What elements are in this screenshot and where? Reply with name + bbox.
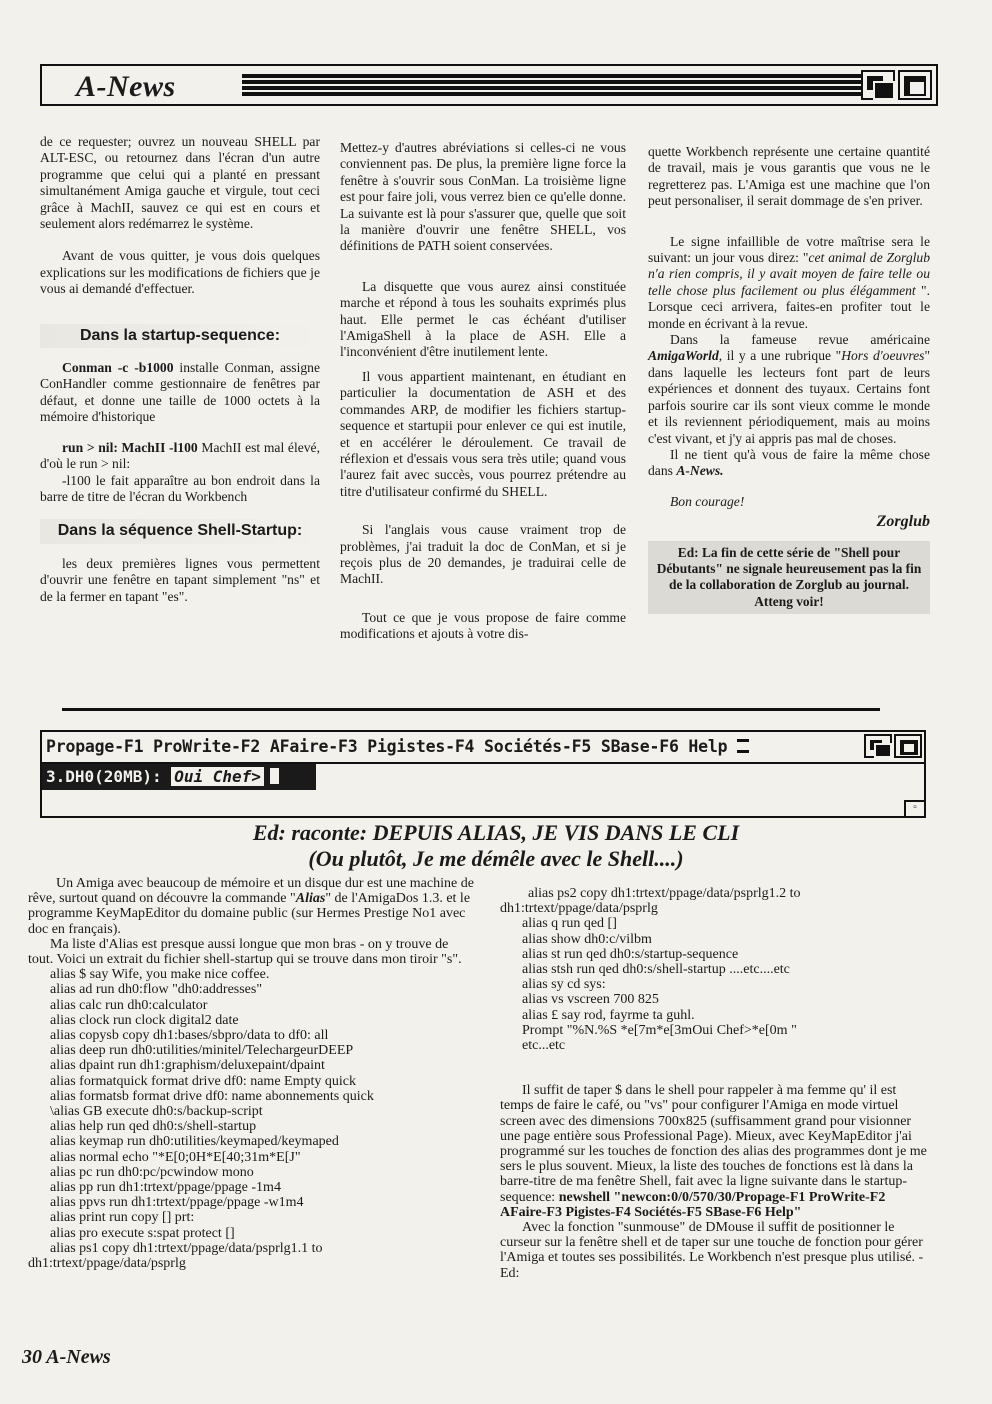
paragraph: de ce requester; ouvrez un nouveau SHELL par ALT-ESC, ou retournez dans l'écran d'un autre programme que celui qui a planté en pressant simultanément Amiga gauche et virgule, tout ceci grâce à MachII, sauvez ce qui est en cours et seulement alors redémarrez le système. (40, 134, 320, 232)
closing-line: Bon courage! (670, 493, 745, 509)
alias-line: alias show dh0:c/vilbm (522, 931, 652, 947)
paragraph: Si l'anglais vous cause vraiment trop de problèmes, j'ai traduit la doc de ConMan, et si je reçois plus de 20 demandes, je traduirai celle de MachII. (340, 522, 626, 587)
paragraph: -l100 le fait apparaître au bon endroit dans la barre de titre de l'écran du Workbench (40, 472, 320, 504)
alias-line: alias ad run dh0:flow "dh0:addresses" (50, 982, 263, 998)
magazine-title: A-News (76, 70, 176, 103)
alias-line: alias calc run dh0:calculator (50, 997, 208, 1013)
paragraph: Dans la fameuse revue américaine AmigaWorld, il y a une rubrique "Hors d'oeuvres" dans laquelle les lecteurs font part de leurs expériences et donnent des tuyaux. Certains font parfois sourire car ils sont vieux comme le monde et ils reviennent périodiquement, mais au moins c'est vivant, et j'y ai appris pas mal de choses. (648, 332, 930, 446)
drag-bar-icon (737, 739, 749, 753)
article-right-column (500, 886, 930, 1281)
resize-gadget-icon: ▫ (904, 800, 924, 816)
shell-title-bar (42, 732, 924, 764)
masthead-rules (242, 74, 870, 98)
masthead (40, 64, 938, 106)
alias-line: alias q run qed [] (522, 916, 617, 932)
article-title-line-1: Ed: raconte: DEPUIS ALIAS, JE VIS DANS LE CLI (252, 820, 740, 845)
alias-line: alias pro execute s:spat protect [] (50, 1225, 235, 1241)
shell-prompt-line (42, 764, 316, 790)
paragraph: Ma liste d'Alias est presque aussi longue que mon bras - on y trouve de tout. Voici un extrait du fichier shell-startup qui se trouve dans mon tiroir "s". (28, 936, 462, 968)
alias-line: etc...etc (522, 1038, 566, 1054)
alias-line: alias ps1 copy dh1:trtext/ppage/data/psprlg1.1 to (50, 1240, 323, 1256)
alias-line: alias stsh run qed dh0:s/shell-startup ....etc....etc (522, 962, 790, 978)
depth-front-icon (898, 70, 932, 100)
paragraph: les deux premières lignes vous permettent d'ouvrir une fenêtre en tapant simplement "ns" et de la fermer en tapant "es". (40, 555, 320, 604)
alias-line: alias £ say rod, fayrme ta guhl. (522, 1007, 695, 1023)
depth-back-icon (864, 734, 892, 758)
alias-line: alias $ say Wife, you make nice coffee. (50, 967, 270, 983)
alias-line: alias pc run dh0:pc/pcwindow mono (50, 1164, 254, 1180)
paragraph: Tout ce que je vous propose de faire comme modifications et ajouts à votre dis- (340, 609, 626, 642)
alias-line: alias ppvs run dh1:trtext/ppage/ppage -w1m4 (50, 1195, 304, 1211)
paragraph: Conman -c -b1000 installe Conman, assigne ConHandler comme gestionnaire de fenêtres par défaut, et donne une taille de 1000 octets à la mémoire d'historique (40, 360, 320, 425)
paragraph: La disquette que vous aurez ainsi constituée marche et répond à tous les souhaits exprimés plus haut. Elle permet le cas échéant d'utiliser l'AmigaShell à la place de ASH. Elle a l'inconvénient d'être inutilement lente. (340, 278, 626, 360)
alias-line: alias print run copy [] prt: (50, 1210, 195, 1226)
alias-line: alias deep run dh0:utilities/minitel/TelechargeurDEEP (50, 1043, 354, 1059)
alias-line: alias formatquick format drive df0: name Empty quick (50, 1073, 356, 1089)
alias-line: alias vs vscreen 700 825 (522, 992, 659, 1008)
shell-prompt-text: Oui Chef> (171, 767, 264, 786)
paragraph: Avec la fonction "sunmouse" de DMouse il suffit de positionner le curseur sur la fenêtre shell et de taper sur une touche de fonction pour gérer l'Amiga et toutes ses possibilités. Le Workbench n'est presque plus utilisé. - Ed: (500, 1220, 924, 1281)
alias-line: alias clock run clock digital2 date (50, 1012, 239, 1028)
window-gadgets (861, 70, 932, 100)
alias-line: \alias GB execute dh0:s/backup-script (50, 1104, 263, 1120)
alias-list-right (500, 916, 930, 1053)
paragraph: Un Amiga avec beaucoup de mémoire et un disque dur est une machine de rêve, surtout quand on découvre la commande "Alias" de l'AmigaDos 1.3. et le programme KeyMapEditor du domaine public (sur Hermes Prestige No1 avec doc en français). (28, 876, 474, 937)
alias-line: alias help run qed dh0:s/shell-startup (50, 1119, 257, 1135)
article-title (0, 820, 992, 872)
alias-line-wrap: dh1:trtext/ppage/data/psprlg (28, 1256, 186, 1272)
paragraph: Mettez-y d'autres abréviations si celles-ci ne vous conviennent pas. De plus, la première ligne force la fenêtre à s'ouvrir sous ConMan. La troisième ligne est pour faire joli, vous verrez bien ce qu'elle donne. La suivante est là pour s'assurer que, quelle que soit la manière d'ouvrir une fenêtre SHELL, vos définitions de PATH soient conservées. (340, 140, 626, 254)
paragraph: run > nil: MachII -l100 MachII est mal élevé, d'où le run > nil: (40, 439, 320, 472)
paragraph: Le signe infaillible de votre maîtrise sera le suivant: un jour vous direz: "cet animal de Zorglub n'a rien compris, il y avait moyen de faire telle ou telle chose plus facilement ou plus élégamment ". Lorsque ceci arrivera, faites-en profiter tout le monde en écrivant à la revue. (648, 233, 930, 331)
subheading: Dans la séquence Shell-Startup: (40, 519, 320, 543)
shell-prompt: 3.DH0(20MB): (46, 767, 162, 786)
alias-line: alias keymap run dh0:utilities/keymaped/keymaped (50, 1134, 339, 1150)
paragraph: Avant de vous quitter, je vous dois quelques explications sur les modifications de fichiers que je vous ai demandé d'effectuer. (40, 248, 320, 297)
depth-back-icon (861, 70, 895, 100)
article-left-column (28, 876, 476, 1271)
column-3 (648, 144, 930, 614)
alias-line: alias dpaint run dh1:graphism/deluxepaint/dpaint (50, 1058, 325, 1074)
author-signature: Zorglub (876, 513, 930, 531)
paragraph: Il ne tient qu'à vous de faire la même chose dans A-News. (648, 446, 930, 479)
alias-list-left (28, 967, 476, 1256)
text-cursor-icon (270, 768, 279, 784)
editor-note: Ed: La fin de cette série de "Shell pour Débutants" ne signale heureusement pas la fin de la collaboration de Zorglub au journal. Atteng voir! (648, 541, 930, 615)
alias-line: alias formatsb format drive df0: name abonnements quick (50, 1088, 374, 1104)
depth-front-icon (894, 734, 922, 758)
page-footer: 30 A-News (22, 1346, 111, 1368)
alias-line: alias copysb copy dh1:bases/sbpro/data to df0: all (50, 1028, 329, 1044)
alias-line: Prompt "%N.%S *e[7m*e[3mOui Chef>*e[0m " (522, 1022, 797, 1038)
column-2 (340, 140, 626, 643)
function-key-menu: Propage-F1 ProWrite-F2 AFaire-F3 Pigistes-F4 Sociétés-F5 SBase-F6 Help (46, 737, 728, 756)
alias-line: alias sy cd sys: (522, 977, 606, 993)
section-divider (62, 708, 880, 711)
shell-window (40, 730, 926, 818)
alias-line: alias normal echo "*E[0;0H*E[40;31m*E[J" (50, 1149, 301, 1165)
article-title-line-2: (Ou plutôt, Je me démêle avec le Shell....) (308, 846, 684, 871)
column-1 (40, 134, 320, 605)
alias-line: alias ps2 copy dh1:trtext/ppage/data/psprlg1.2 to (528, 886, 801, 901)
paragraph: Il vous appartient maintenant, en étudiant en particulier la documentation de ASH et des commandes ARP, de modifier les fichiers startup-sequence et startupii pour enlever ce qui est inutile, et en accélérer le déroulement. Ce travail de réflexion et d'essais vous sera très utile; quand vous l'aurez fait avec succès, vous pourrez prétendre au titre d'utilisateur confirmé du SHELL. (340, 368, 626, 499)
alias-line-wrap: dh1:trtext/ppage/data/psprlg (500, 901, 658, 917)
subheading: Dans la startup-sequence: (40, 324, 320, 348)
alias-line: alias pp run dh1:trtext/ppage/ppage -1m4 (50, 1180, 281, 1196)
alias-line: alias st run qed dh0:s/startup-sequence (522, 946, 739, 962)
paragraph: Il suffit de taper $ dans le shell pour rappeler à ma femme qu' il est temps de faire le café, ou "vs" pour configurer l'Amiga en mode virtuel screen avec des dimensions 700x825 (suffisamment grand pour visionner une page entière sous Professional Page). Mieux, avec KeyMapEditor j'ai programmé sur les touches de fonction des alias des programmes dont je me sers le plus souvent. Mieux, la liste des touches de fonctions est là dans la barre-titre de ma fenêtre Shell, fait avec la ligne suivante dans le startup-sequence: newshell "newcon:0/0/570/30/Propage-F1 ProWrite-F2 AFaire-F3 Pigistes-F4 Sociétés-F5 SBase-F6 Help" (500, 1083, 927, 1220)
paragraph: quette Workbench représente une certaine quantité de travail, mais je vous garantis que vous ne le regretterez pas. L'Amiga est une machine que l'on peut personaliser, il serait dommage de s'en priver. (648, 144, 930, 209)
shell-window-gadgets (864, 734, 922, 758)
